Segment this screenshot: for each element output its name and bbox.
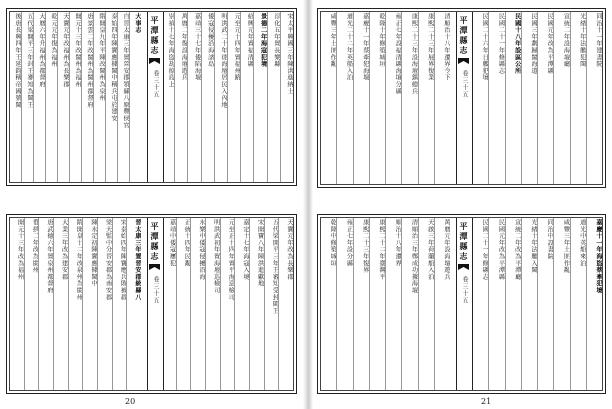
column-text: 民國三年劃歸閩海道 <box>530 13 537 75</box>
text-column <box>488 12 504 184</box>
text-column <box>353 218 369 390</box>
column-text: 隋開皇十二年改泉州為閩州 <box>75 219 83 301</box>
leaf-top-right <box>317 8 606 188</box>
text-column <box>369 218 385 390</box>
column-text: 開元十三年改為福州 <box>16 219 24 281</box>
column-text: 民國二十一年修縣志 <box>481 219 489 281</box>
column-text: 嘉定十七年海寇入境 <box>241 219 249 281</box>
text-column <box>38 218 53 390</box>
text-column <box>267 12 280 182</box>
column-text: 民國十八年設區公所 <box>513 13 521 75</box>
running-title: 平潭縣志 <box>459 222 469 262</box>
column-text: 民國二十一年修縣志 <box>497 13 505 75</box>
text-column <box>129 12 141 182</box>
text-column <box>205 218 220 390</box>
text-column <box>264 218 279 390</box>
text-column <box>240 12 253 182</box>
column-text: 民國元年改為平潭縣 <box>546 13 554 75</box>
column-text: 雍正七年設福清縣海壇分縣 <box>394 13 402 95</box>
column-text: 咸豐三年土匪作亂 <box>329 13 337 68</box>
volume-label: 卷三十五 <box>461 70 468 98</box>
text-column <box>434 12 450 184</box>
column-text: 後唐長興四年王延鈞稱帝國號閩 <box>14 13 21 109</box>
page-number-left: 20 <box>125 397 136 406</box>
column-text: 乾元元年復為福州 <box>50 13 57 68</box>
right-page <box>313 0 612 409</box>
text-column <box>434 218 450 390</box>
text-column <box>82 218 97 390</box>
text-column <box>162 218 176 390</box>
column-text: 康熙二十三年展界復業 <box>426 13 434 81</box>
column-text: 倭寇侵擾沿海諸島 <box>206 13 214 68</box>
text-column <box>321 218 336 390</box>
column-text: 天寶元年改為長樂郡 <box>286 219 293 281</box>
text-column <box>187 12 200 182</box>
text-column <box>190 218 205 390</box>
column-text: 清順治三年鄭成功據海壇 <box>410 219 418 294</box>
column-text: 大業三年改為建安郡 <box>60 219 68 281</box>
text-column <box>537 218 553 390</box>
text-column <box>418 12 434 184</box>
column-text: 梁天監中分晉安郡為南安郡 <box>104 219 112 301</box>
center-band-bottom-right <box>456 218 473 390</box>
text-column <box>81 12 93 182</box>
column-text: 五代梁開平三年王審知受封閩王 <box>271 219 279 315</box>
column-text: 民國二十六年日艦犯境 <box>481 13 489 81</box>
text-column <box>105 12 117 182</box>
text-column <box>201 12 214 182</box>
text-column <box>505 12 521 184</box>
column-text: 民國元年改為平潭縣 <box>497 219 505 281</box>
column-text: 明洪武初年置海壇巡檢司 <box>212 219 220 294</box>
text-panel-bottom-left-a <box>10 218 141 390</box>
text-column <box>353 12 369 184</box>
column-text: 天啟三年荷蘭船入泊 <box>426 219 434 281</box>
column-text: 康熙二十三年復界 <box>361 219 369 274</box>
text-column <box>369 12 385 184</box>
text-column <box>214 12 227 182</box>
column-text: 嘉慶十一年海盜蔡牽犯境 <box>595 219 602 294</box>
column-text: 宣統二年改為平潭廳 <box>513 219 521 281</box>
text-column <box>53 218 68 390</box>
text-column <box>586 12 602 184</box>
column-text: 天寶元年改福州為長樂郡 <box>62 13 69 88</box>
text-column <box>126 218 141 390</box>
column-text: 宋太平興國三年陳洪進納土 <box>286 13 293 95</box>
text-column <box>473 218 488 390</box>
text-column <box>401 12 417 184</box>
text-column <box>336 218 352 390</box>
text-column <box>537 12 553 184</box>
text-column <box>553 12 569 184</box>
text-column <box>278 218 293 390</box>
running-title: 平潭縣志 <box>150 222 160 262</box>
text-column <box>68 218 83 390</box>
text-panel-top-right-b <box>473 12 602 184</box>
column-text: 陳永定初陳寶應據閩中 <box>89 219 97 287</box>
column-text: 康熙二十三年設海壇鎮總兵 <box>410 13 418 95</box>
text-column <box>93 12 105 182</box>
column-text: 乾隆十年修築城垣 <box>378 13 385 68</box>
text-column <box>162 12 174 182</box>
text-column <box>505 218 521 390</box>
text-column <box>418 218 434 390</box>
fishtail-mark-icon <box>458 58 469 64</box>
text-panel-top-left-a <box>10 12 141 182</box>
leaf-bottom-right <box>317 214 606 394</box>
column-text: 乾隆中修築城垣 <box>329 219 337 267</box>
text-column <box>10 218 24 390</box>
text-column <box>57 12 69 182</box>
column-text: 清順治十八年遷界令下 <box>443 13 450 81</box>
left-page <box>0 0 303 409</box>
column-text: 光緒十年法艦犯閩 <box>578 13 586 68</box>
column-text: 紹興元年置福清縣 <box>246 13 254 68</box>
column-text: 宋開寶八年陳洪進獻地 <box>256 219 264 287</box>
column-text: 同治十一年建書院 <box>595 13 602 68</box>
column-text: 康熙二十二年臺灣平 <box>378 219 385 281</box>
column-text: 正統十四年民亂 <box>183 219 191 267</box>
column-text: 垂拱二年改為閩州 <box>31 219 39 274</box>
column-text: 宋泰始四年陳寶應兵敗被殺 <box>119 219 127 301</box>
fishtail-mark-icon <box>149 264 160 270</box>
center-band-top-right <box>456 12 473 184</box>
text-column <box>249 218 264 390</box>
column-text: 同治中設書院 <box>546 219 554 260</box>
volume-label: 卷三十五 <box>152 70 159 98</box>
text-column <box>220 218 235 390</box>
text-column <box>385 12 401 184</box>
column-text: 大曆六年升福州為都督府 <box>38 13 45 88</box>
leaf-top-left <box>6 8 297 186</box>
column-text: 泰始四年陳寶應據閩中稱兵屯於建安 <box>110 13 117 122</box>
text-column <box>488 218 504 390</box>
column-text: 咸豐三年土匪作亂 <box>562 219 570 274</box>
text-panel-bottom-right-a <box>321 218 450 390</box>
column-text: 淳化五年置長樂縣 <box>272 13 280 68</box>
text-column <box>253 12 266 182</box>
text-column <box>174 12 187 182</box>
column-text: 雍正七年設分縣 <box>345 219 353 267</box>
text-panel-top-right-a <box>321 12 450 184</box>
column-text: 自晉太康三年置晉安郡領縣八原豐侯官 <box>122 13 129 129</box>
volume-label: 卷三十五 <box>152 276 159 304</box>
text-column <box>570 12 586 184</box>
column-text: 晉太康三年置晉安郡統縣八 <box>134 219 141 301</box>
leaf-bottom-left <box>6 214 297 394</box>
running-title: 平潭縣志 <box>150 16 160 56</box>
column-text: 嘉靖中倭寇屢犯 <box>168 219 176 267</box>
text-column <box>586 218 602 390</box>
column-text: 萬曆元年設海壇遊兵 <box>443 219 450 281</box>
volume-label: 卷三十五 <box>461 276 468 304</box>
book-gutter <box>303 0 313 409</box>
page-number-right: 21 <box>481 397 492 406</box>
running-title: 平潭縣志 <box>459 16 469 56</box>
column-text: 光緒十年法艦入閩 <box>530 219 537 274</box>
column-text: 永樂中倭寇侵擾沿海 <box>197 219 205 281</box>
column-text: 隋開皇九年平陳改閩州為泉州 <box>98 13 105 102</box>
text-column <box>521 218 537 390</box>
text-column <box>321 12 336 184</box>
column-text: 五代梁開平三年封王審知為閩王 <box>26 13 33 109</box>
column-text: 道光二十二年英船入泊 <box>345 13 353 81</box>
text-column <box>234 218 249 390</box>
text-column <box>21 12 33 182</box>
column-text: 開元十三年改閩州為福州 <box>74 13 81 88</box>
column-text: 嘉慶十一年蔡牽犯海壇 <box>361 13 369 81</box>
column-text: 元至正十四年置平海巡檢司 <box>227 219 235 301</box>
text-column <box>10 12 21 182</box>
text-column <box>473 12 488 184</box>
column-text: 順治十八年遷界 <box>394 219 402 267</box>
column-text: 景德二年海寇犯境 <box>259 13 267 68</box>
text-panel-bottom-left-b <box>162 218 293 390</box>
column-text: 明洪武二十年徙海壇居民入內地 <box>219 13 227 109</box>
text-column <box>521 12 537 184</box>
text-column <box>336 12 352 184</box>
column-text: 元至元十四年置福州路 <box>233 13 241 81</box>
text-column <box>24 218 39 390</box>
column-text: 大事志 <box>134 13 141 34</box>
text-column <box>227 12 240 182</box>
text-column <box>45 12 57 182</box>
text-column <box>280 12 293 182</box>
text-column <box>385 218 401 390</box>
column-text: 唐武德六年置泉州都督府 <box>45 219 53 294</box>
text-column <box>112 218 127 390</box>
text-column <box>97 218 112 390</box>
text-column <box>69 12 81 182</box>
text-column <box>570 218 586 390</box>
text-column <box>401 218 417 390</box>
text-column <box>117 12 129 182</box>
column-text: 嘉靖三十七年倭陷海壇 <box>193 13 201 81</box>
fishtail-mark-icon <box>149 58 160 64</box>
column-text: 崇禎十七年海盜劫掠島上 <box>167 13 175 88</box>
text-column <box>176 218 191 390</box>
text-column <box>33 12 45 182</box>
text-panel-top-left-b <box>162 12 293 182</box>
column-text: 萬曆二年復設海壇遊兵 <box>180 13 188 81</box>
text-column <box>553 218 569 390</box>
column-text: 宣統二年設海壇廳 <box>562 13 570 68</box>
column-text: 唐景雲二年改閩州為閩州都督府 <box>86 13 93 109</box>
column-text: 道光中英船來泊 <box>578 219 586 267</box>
fishtail-mark-icon <box>458 264 469 270</box>
text-panel-bottom-right-b <box>473 218 602 390</box>
